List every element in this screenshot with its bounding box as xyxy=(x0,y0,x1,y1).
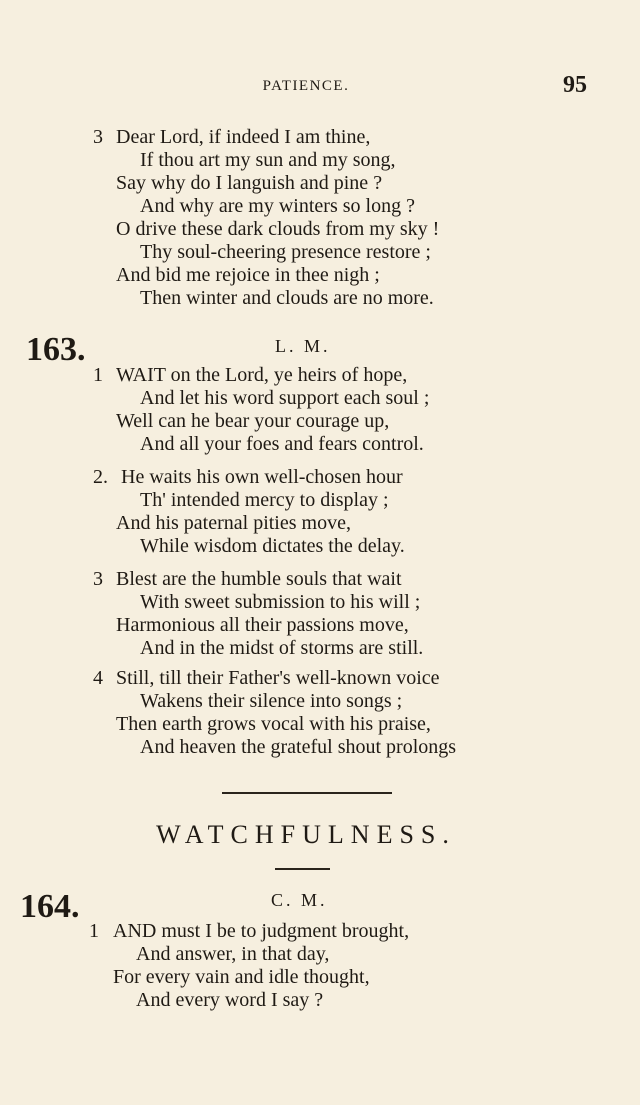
stanza-line: And bid me rejoice in thee nigh ; xyxy=(116,264,380,286)
stanza-line: Wakens their silence into songs ; xyxy=(140,690,403,712)
stanza-number: 1 xyxy=(89,920,99,942)
stanza-number: 3 xyxy=(93,126,103,148)
stanza-line: For every vain and idle thought, xyxy=(113,966,370,988)
stanza-line: And heaven the grateful shout prolongs xyxy=(140,736,457,758)
stanza-line: And his paternal pities move, xyxy=(116,512,351,534)
stanza-line: And answer, in that day, xyxy=(136,943,330,965)
section-heading: WATCHFULNESS. xyxy=(156,820,456,849)
section-rule-bottom xyxy=(275,868,330,870)
stanza-line: Then winter and clouds are no more. xyxy=(140,287,434,309)
section-rule-top xyxy=(222,792,392,794)
hymn-meter: C. M. xyxy=(271,890,328,910)
stanza-line: And why are my winters so long ? xyxy=(140,195,415,217)
stanza-number: 1 xyxy=(93,364,103,386)
page-number: 95 xyxy=(563,72,587,98)
stanza-line: Still, till their Father's well-known voice xyxy=(116,667,440,689)
stanza-line: And all your foes and fears control. xyxy=(140,433,424,455)
stanza-line: While wisdom dictates the delay. xyxy=(140,535,405,557)
stanza-line: With sweet submission to his will ; xyxy=(140,591,421,613)
stanza-line: He waits his own well-chosen hour xyxy=(121,466,403,488)
stanza-line: If thou art my sun and my song, xyxy=(140,149,396,171)
stanza-line: Blest are the humble souls that wait xyxy=(116,568,402,590)
running-header: PATIENCE. xyxy=(262,78,350,94)
hymn-meter: L. M. xyxy=(275,336,331,356)
hymn-number: 163. xyxy=(26,331,86,368)
stanza-number: 3 xyxy=(93,568,103,590)
hymn-number: 164. xyxy=(20,888,80,925)
stanza-number: 4 xyxy=(93,667,103,689)
stanza-line: And every word I say ? xyxy=(136,989,324,1011)
stanza-line: Dear Lord, if indeed I am thine, xyxy=(116,126,371,148)
stanza-line: Th' intended mercy to display ; xyxy=(140,489,389,511)
stanza-line: Harmonious all their passions move, xyxy=(116,614,409,636)
stanza-line: O drive these dark clouds from my sky ! xyxy=(116,218,440,240)
stanza-number: 2. xyxy=(93,466,108,488)
stanza-line: Thy soul-cheering presence restore ; xyxy=(140,241,431,263)
stanza-line: Say why do I languish and pine ? xyxy=(116,172,383,194)
stanza-line: WAIT on the Lord, ye heirs of hope, xyxy=(116,364,408,386)
stanza-line: Well can he bear your courage up, xyxy=(116,410,390,432)
stanza-line: Then earth grows vocal with his praise, xyxy=(116,713,431,735)
stanza-line: AND must I be to judgment brought, xyxy=(113,920,410,942)
stanza-line: And in the midst of storms are still. xyxy=(140,637,424,659)
stanza-line: And let his word support each soul ; xyxy=(140,387,430,409)
